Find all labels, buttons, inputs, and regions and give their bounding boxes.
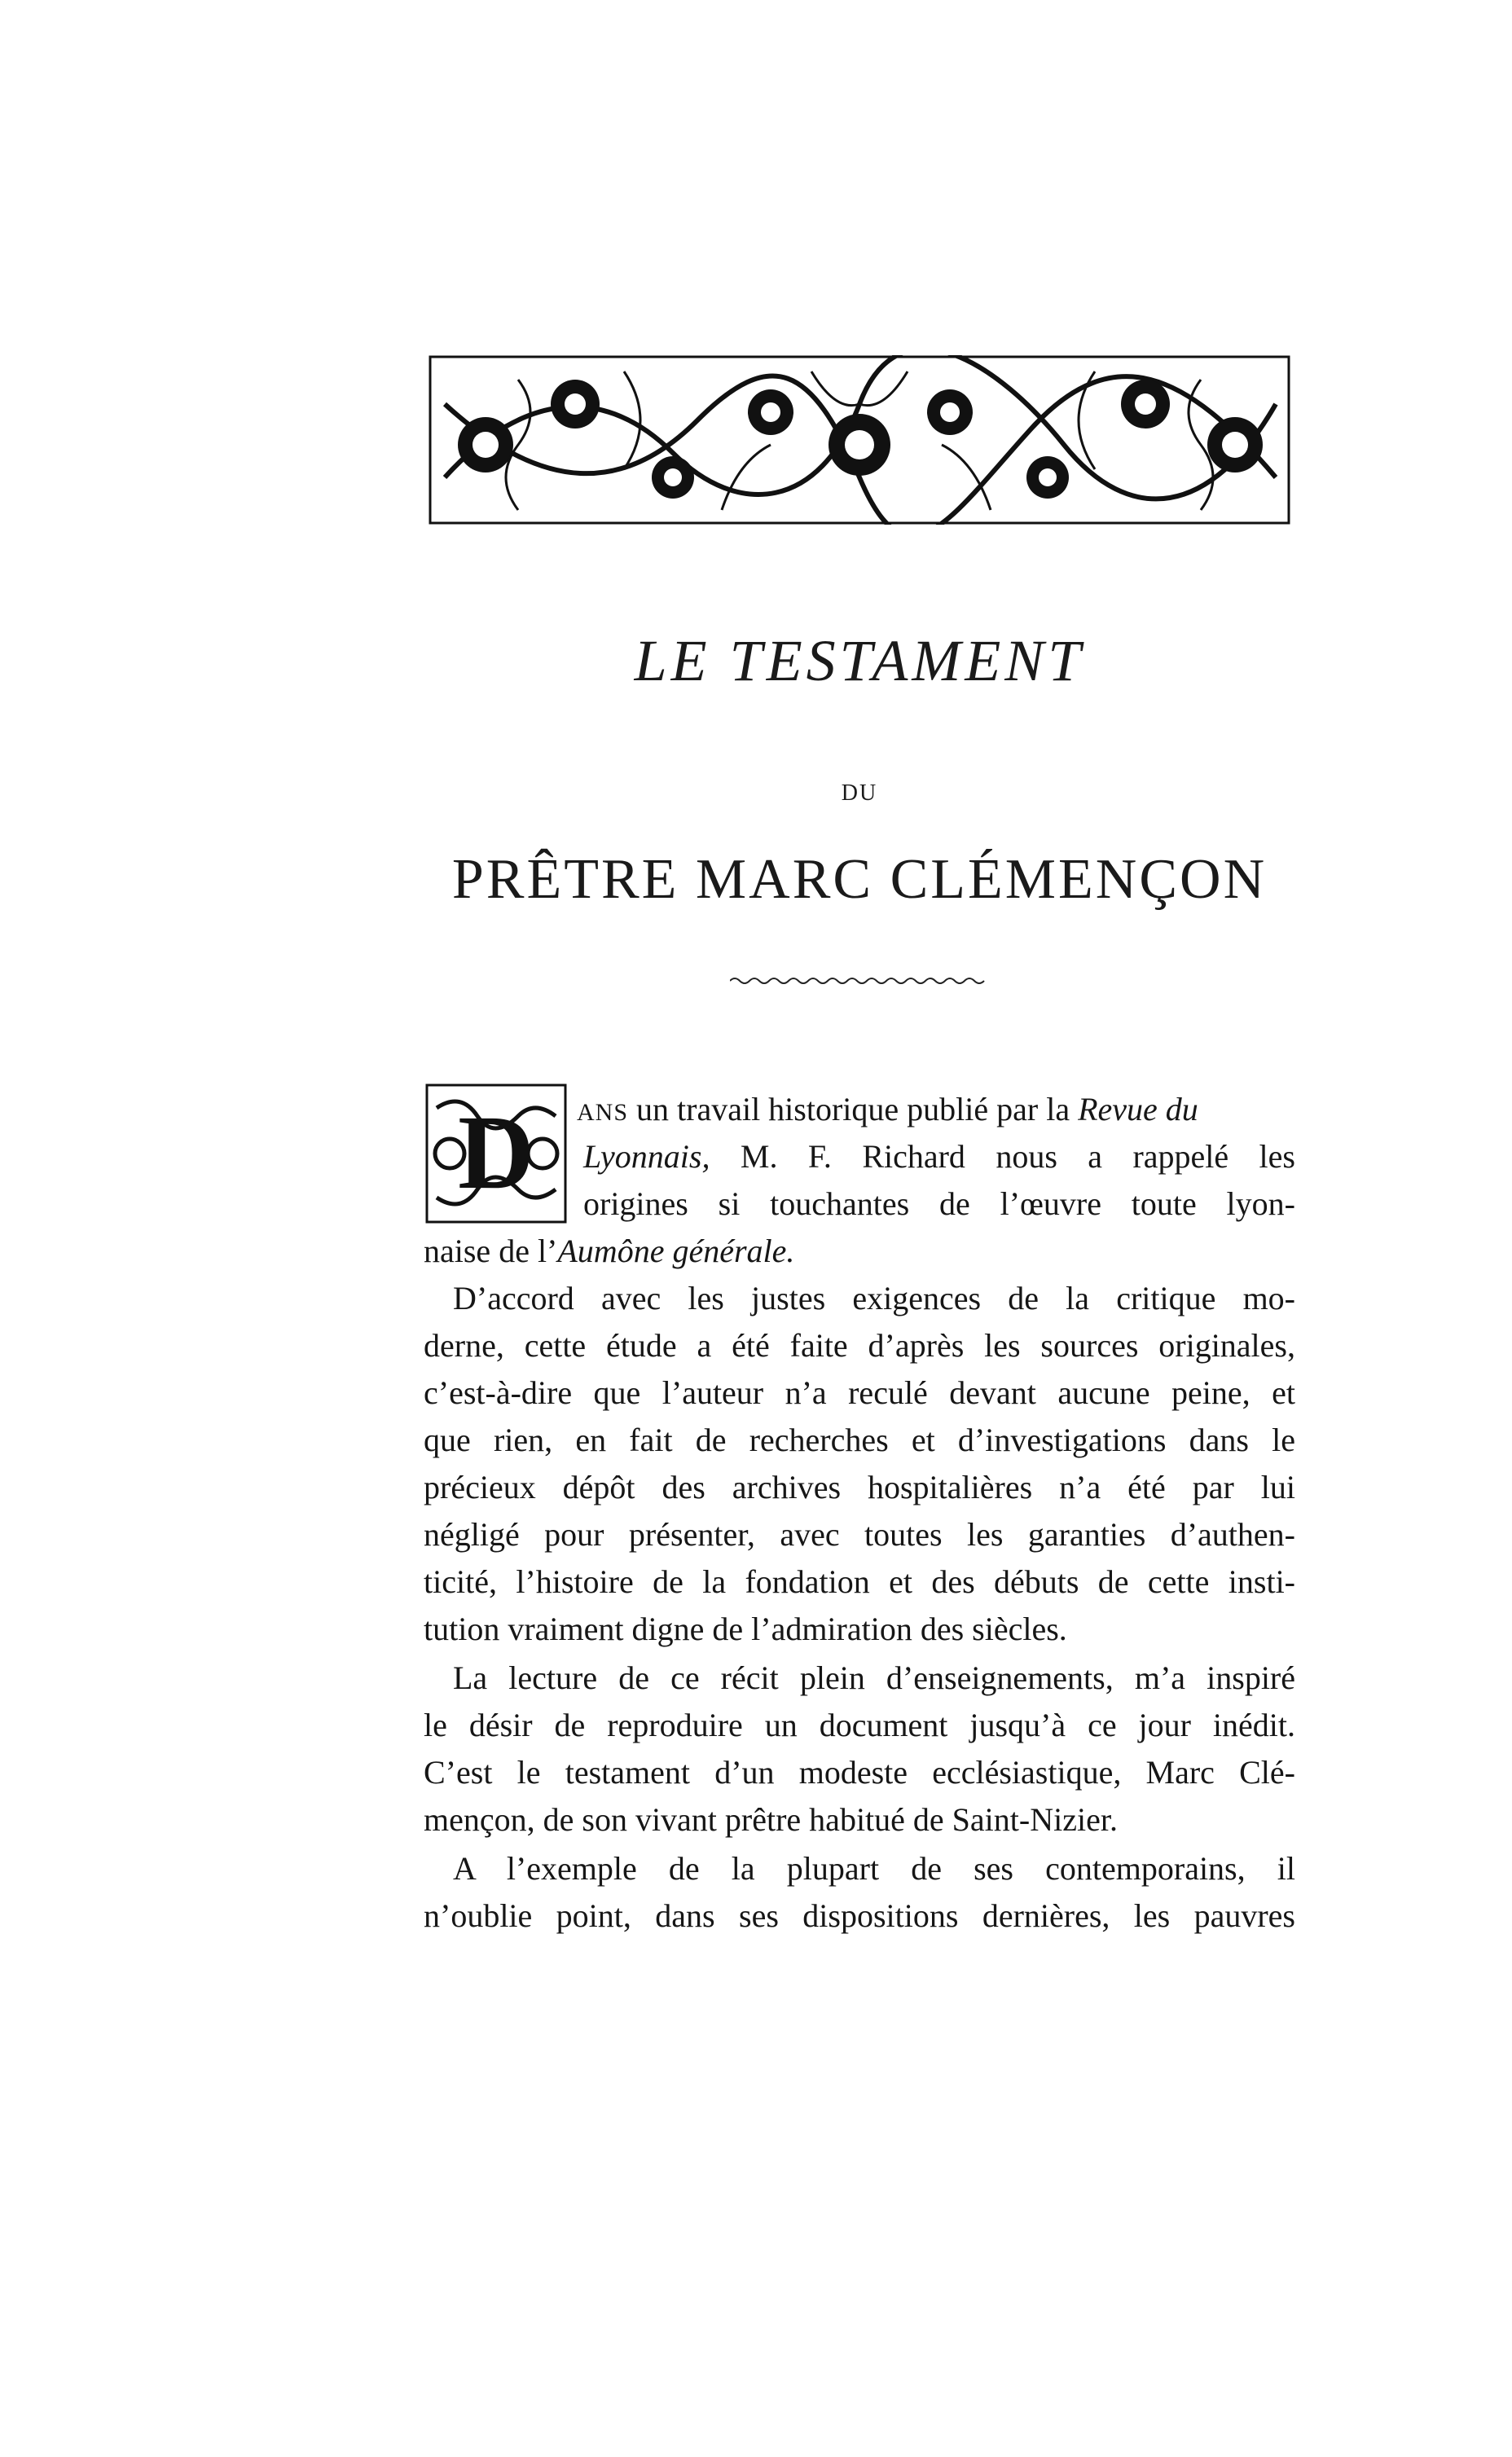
p2-line: D’accord avec les justes exigences de la critique mo-: [453, 1280, 1295, 1316]
p2-line: c’est-à-dire que l’auteur n’a reculé devant aucune peine, et: [424, 1374, 1295, 1411]
p1-line-3: origines si touchantes de l’œuvre toute lyon-: [583, 1185, 1295, 1222]
p1-line-1: ANS un travail historique publié par la Revue du: [577, 1091, 1198, 1127]
title-du: DU: [841, 780, 878, 806]
p3-line: mençon, de son vivant prêtre habitué de Saint-Nizier.: [424, 1801, 1118, 1838]
wavy-rule-icon: [730, 974, 987, 987]
drop-cap: [425, 1083, 567, 1224]
p3-line: le désir de reproduire un document jusqu’à ce jour inédit.: [424, 1707, 1295, 1743]
ornamental-headpiece: [429, 355, 1290, 525]
title-line-1: LE TESTAMENT: [634, 628, 1085, 693]
p2-line: précieux dépôt des archives hospitalières n’a été par lui: [424, 1469, 1295, 1505]
title-line-2: PRÊTRE MARC CLÉMENÇON: [451, 848, 1268, 911]
p3-line: C’est le testament d’un modeste ecclésiastique, Marc Clé-: [424, 1754, 1295, 1791]
headpiece-ornament-icon: [429, 355, 1290, 525]
p2-line: négligé pour présenter, avec toutes les garanties d’authen-: [424, 1516, 1295, 1553]
p2-line: que rien, en fait de recherches et d’investigations dans le: [424, 1422, 1295, 1458]
p2-line: tution vraiment digne de l’admiration des siècles.: [424, 1611, 1067, 1647]
svg-text:D: D: [458, 1094, 534, 1211]
p1-line-4: naise de l’Aumône générale.: [424, 1233, 795, 1269]
p2-line: derne, cette étude a été faite d’après les sources originales,: [424, 1327, 1295, 1364]
p1-line-2: Lyonnais, M. F. Richard nous a rappelé les: [583, 1138, 1295, 1175]
p4-line: A l’exemple de la plupart de ses contemporains, il: [453, 1850, 1295, 1887]
p4-line: n’oublie point, dans ses dispositions dernières, les pauvres: [424, 1897, 1295, 1934]
p2-line: ticité, l’histoire de la fondation et des débuts de cette insti-: [424, 1563, 1295, 1600]
p3-line: La lecture de ce récit plein d’enseignements, m’a inspiré: [453, 1659, 1295, 1696]
drop-cap-ornament-icon: [425, 1083, 567, 1224]
